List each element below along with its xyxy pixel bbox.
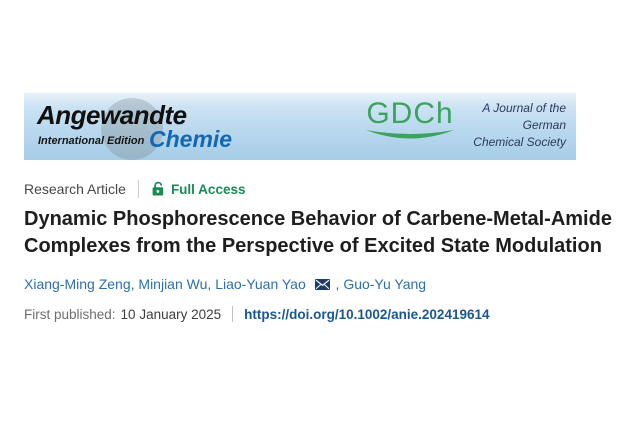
journal-banner xyxy=(24,93,576,160)
tagline-line3: Chemical Society xyxy=(473,135,566,149)
article-title: Dynamic Phosphorescence Behavior of Carbene-Metal-Amide Complexes from the Perspective of Excited State Modulation xyxy=(24,208,612,257)
author-separator: , xyxy=(207,276,216,292)
publish-date: 10 January 2025 xyxy=(120,306,222,322)
angewandte-logo[interactable]: Angewandte xyxy=(37,100,187,130)
tagline-line2: German xyxy=(522,118,566,132)
article-type-label: Research Article xyxy=(24,181,126,197)
author-separator: , xyxy=(130,276,139,292)
gdch-logo[interactable] xyxy=(360,98,460,145)
author-separator: , xyxy=(335,276,344,292)
international-edition-label: International Edition xyxy=(38,135,145,147)
divider xyxy=(138,180,139,198)
envelope-icon[interactable] xyxy=(315,277,330,293)
divider xyxy=(232,306,233,322)
full-access-badge xyxy=(151,181,246,197)
article-meta-row xyxy=(24,179,245,199)
doi-link[interactable]: https://doi.org/10.1002/anie.202419614 xyxy=(244,306,490,322)
first-published-label: First published: xyxy=(24,306,116,322)
gdch-logo-text: GDCh xyxy=(366,97,454,130)
chemie-logo[interactable]: Chemie xyxy=(149,126,233,152)
author-link[interactable]: Liao-Yuan Yao xyxy=(215,276,306,292)
authors-line xyxy=(24,276,616,293)
open-lock-icon xyxy=(151,181,165,197)
journal-society-tagline xyxy=(473,100,566,151)
tagline-line1: A Journal of the xyxy=(482,101,566,115)
author-link[interactable]: Minjian Wu xyxy=(138,276,208,292)
author-link[interactable]: Xiang-Ming Zeng xyxy=(24,276,131,292)
publication-info xyxy=(24,306,490,322)
gdch-swoosh-icon xyxy=(364,128,456,145)
author-link[interactable]: Guo-Yu Yang xyxy=(343,276,427,292)
full-access-label: Full Access xyxy=(170,181,246,197)
